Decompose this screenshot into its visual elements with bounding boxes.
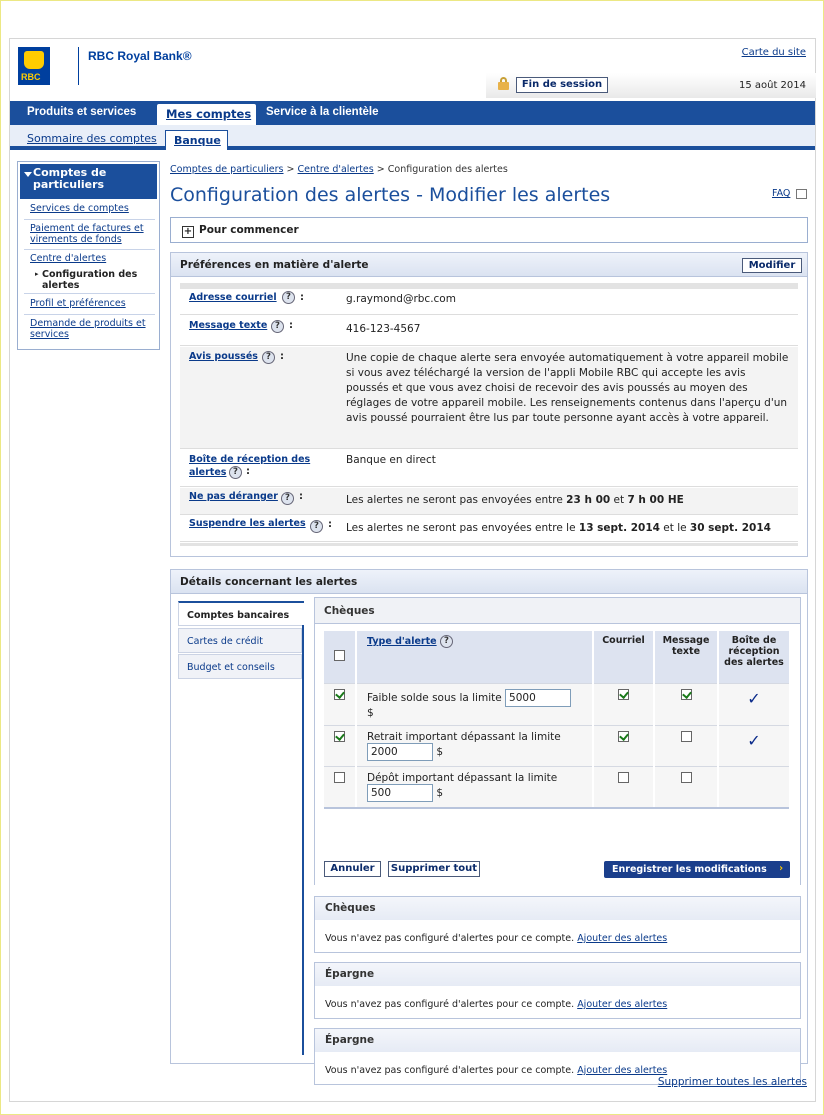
details-header: Détails concernant les alertes bbox=[171, 570, 807, 594]
sub-nav bbox=[10, 125, 815, 150]
subnav-summary[interactable]: Sommaire des comptes bbox=[27, 132, 157, 145]
pref-row-inbox: Boîte de réception des alertes ? : Banque en direct bbox=[180, 450, 798, 487]
sms-checkbox[interactable] bbox=[681, 689, 692, 700]
left-nav-bill-payments[interactable]: Paiement de factures et virements de fonds bbox=[30, 223, 144, 245]
inbox-checkmark-icon: ✓ bbox=[747, 688, 761, 708]
modify-button[interactable]: Modifier bbox=[742, 258, 802, 273]
popup-window-icon[interactable] bbox=[796, 189, 807, 199]
limit-input[interactable]: 500 bbox=[367, 784, 433, 802]
lock-icon bbox=[498, 77, 509, 89]
email-checkbox[interactable] bbox=[618, 731, 629, 742]
email-checkbox[interactable] bbox=[618, 772, 629, 783]
expand-plus-icon[interactable]: + bbox=[183, 226, 193, 237]
row-checkbox[interactable] bbox=[334, 772, 345, 783]
logout-button[interactable]: Fin de session bbox=[516, 77, 608, 93]
cheques-title: Chèques bbox=[324, 605, 375, 617]
sms-checkbox[interactable] bbox=[681, 731, 692, 742]
select-all-checkbox[interactable] bbox=[334, 650, 345, 661]
nav-my-accounts[interactable]: Mes comptes bbox=[157, 104, 256, 126]
left-nav bbox=[17, 161, 160, 350]
page-title: Configuration des alertes - Modifier les alertes bbox=[170, 184, 611, 206]
left-nav-account-services[interactable]: Services de comptes bbox=[30, 203, 129, 214]
breadcrumb: Comptes de particuliers > Centre d'alertes > Configuration des alertes bbox=[170, 164, 508, 175]
left-nav-alert-centre[interactable]: Centre d'alertes bbox=[30, 253, 107, 264]
subnav-banking-tab[interactable]: Banque bbox=[165, 130, 228, 150]
pref-row-push: Avis poussés ? : Une copie de chaque alerte sera envoyée automatiquement à votre appareil mobile si vous avez téléchargé la version de l'appli Mobile RBC qui accepte les avis poussés et que vous avez choisi de recevoir des avis poussés au moyen des réglages de votre appareil mobile. Les renseignements contenus dans l'aperçu d'un avis poussé pourraient être lus par toute personne ayant accès à votre appareil. bbox=[180, 347, 798, 449]
faq-link[interactable]: FAQ bbox=[772, 188, 791, 199]
help-icon[interactable]: ? bbox=[310, 520, 323, 533]
save-changes-button[interactable]: Enregistrer les modifications › bbox=[604, 861, 790, 878]
inbox-column-header: Boîte de réception des alertes bbox=[718, 631, 789, 683]
add-alerts-link[interactable]: Ajouter des alertes bbox=[577, 933, 668, 944]
pref-row-suspend: Suspendre les alertes ? : Les alertes ne seront pas envoyées entre le 13 sept. 2014 et le 30 sept. 2014 bbox=[180, 516, 798, 542]
left-nav-product-requests[interactable]: Demande de produits et services bbox=[30, 318, 146, 340]
nav-customer-service[interactable]: Service à la clientèle bbox=[266, 106, 379, 118]
tab-credit-cards[interactable]: Cartes de crédit bbox=[178, 628, 302, 653]
breadcrumb-alert-centre[interactable]: Centre d'alertes bbox=[297, 164, 374, 175]
add-alerts-link[interactable]: Ajouter des alertes bbox=[577, 1065, 668, 1076]
limit-input[interactable]: 5000 bbox=[505, 689, 571, 707]
alert-preferences-panel bbox=[170, 252, 808, 557]
table-row: Faible solde sous la limite 5000 $ ✓ bbox=[324, 683, 789, 725]
current-date: 15 août 2014 bbox=[738, 80, 806, 91]
savings-account-box: Épargne Vous n'avez pas configuré d'alertes pour ce compte. Ajouter des alertes bbox=[314, 962, 801, 1019]
email-checkbox[interactable] bbox=[618, 689, 629, 700]
pref-row-dnd: Ne pas déranger ? : Les alertes ne seront pas envoyées entre 23 h 00 et 7 h 00 HE bbox=[180, 488, 798, 515]
left-nav-profile[interactable]: Profil et préférences bbox=[30, 298, 126, 309]
bank-name: RBC Royal Bank® bbox=[88, 49, 192, 63]
main-nav bbox=[10, 101, 815, 125]
header-divider bbox=[78, 47, 79, 85]
preferences-header: Préférences en matière d'alerte bbox=[171, 253, 807, 277]
getting-started-panel[interactable]: + Pour commencer bbox=[170, 217, 808, 243]
pref-row-sms: Message texte ? : 416-123-4567 bbox=[180, 316, 798, 346]
cheques-account-box: Chèques Vous n'avez pas configuré d'alertes pour ce compte. Ajouter des alertes bbox=[314, 896, 801, 953]
delete-all-alerts-link[interactable]: Supprimer toutes les alertes bbox=[657, 1076, 807, 1088]
sms-column-header: Message texte bbox=[654, 631, 718, 683]
rbc-logo[interactable]: RBC bbox=[18, 47, 56, 87]
pref-row-email: Adresse courriel ? : g.raymond@rbc.com bbox=[180, 289, 798, 315]
alert-details-panel bbox=[170, 569, 808, 1076]
help-icon[interactable]: ? bbox=[282, 291, 295, 304]
breadcrumb-personal-accounts[interactable]: Comptes de particuliers bbox=[170, 164, 284, 175]
help-icon[interactable]: ? bbox=[271, 320, 284, 333]
help-icon[interactable]: ? bbox=[440, 635, 453, 648]
sms-checkbox[interactable] bbox=[681, 772, 692, 783]
inbox-checkmark-icon: ✓ bbox=[747, 730, 761, 750]
page bbox=[9, 38, 816, 1102]
left-nav-header[interactable]: Comptes de particuliers bbox=[20, 164, 157, 199]
table-row: Dépôt important dépassant la limite 500 $ bbox=[324, 766, 789, 808]
limit-input[interactable]: 2000 bbox=[367, 743, 433, 761]
email-column-header: Courriel bbox=[593, 631, 654, 683]
table-row: Retrait important dépassant la limite 2000 $ ✓ bbox=[324, 725, 789, 766]
row-checkbox[interactable] bbox=[334, 731, 345, 742]
sitemap-link[interactable]: Carte du site bbox=[741, 47, 806, 58]
add-alerts-link[interactable]: Ajouter des alertes bbox=[577, 999, 668, 1010]
type-column-header[interactable]: Type d'alerte bbox=[367, 636, 437, 647]
alerts-table bbox=[324, 631, 789, 809]
help-icon[interactable]: ? bbox=[229, 466, 242, 479]
tab-bank-accounts[interactable]: Comptes bancaires bbox=[178, 601, 304, 626]
help-icon[interactable]: ? bbox=[262, 351, 275, 364]
nav-products[interactable]: Produits et services bbox=[27, 106, 137, 118]
left-nav-alert-config[interactable]: ▸ Configuration des alertes bbox=[35, 269, 138, 291]
row-checkbox[interactable] bbox=[334, 689, 345, 700]
cheques-alert-box bbox=[314, 597, 801, 885]
help-icon[interactable]: ? bbox=[281, 492, 294, 505]
delete-all-button[interactable]: Supprimer tout bbox=[388, 861, 480, 877]
savings-account-box-2: Épargne Vous n'avez pas configuré d'alertes pour ce compte. Ajouter des alertes bbox=[314, 1028, 801, 1085]
cancel-button[interactable]: Annuler bbox=[324, 861, 381, 877]
tab-budget[interactable]: Budget et conseils bbox=[178, 654, 302, 679]
